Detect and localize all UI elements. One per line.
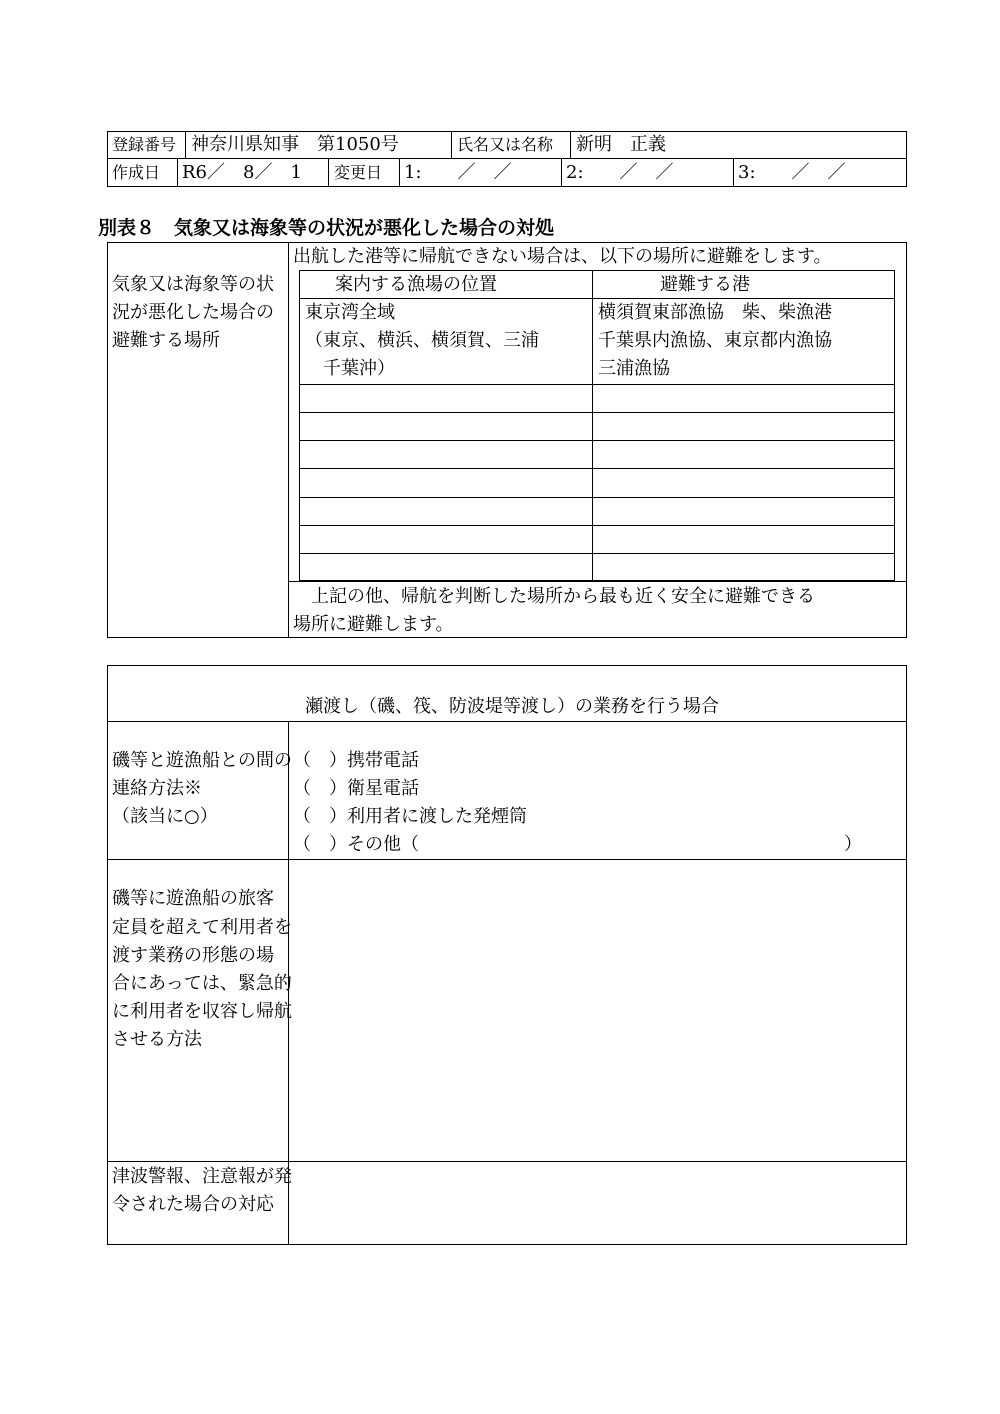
evac-port-cell: 横須賀東部漁協 柴、柴漁港 [598, 302, 832, 323]
option-satellite-phone[interactable]: （ ）衛星電話 [293, 778, 419, 799]
rescue-label-line: 定員を超えて利用者を [112, 917, 292, 938]
name-value: 新明 正義 [576, 134, 666, 155]
rescue-label-line: 磯等に遊漁船の旅客 [112, 888, 274, 909]
rescue-label-line: に利用者を収容し帰航 [112, 1001, 292, 1022]
evac-footer-line: 上記の他、帰航を判断した場所から最も近く安全に避難できる [293, 586, 815, 607]
option-mobile-phone[interactable]: （ ）携帯電話 [293, 750, 419, 771]
contact-label-line: （該当に○） [112, 806, 218, 827]
name-label: 氏名又は名称 [457, 135, 554, 154]
created-value: R6／ 8／ 1 [182, 162, 302, 183]
rescue-method-field[interactable] [289, 860, 906, 1160]
created-label: 作成日 [112, 163, 161, 182]
reg-no-value: 神奈川県知事 第1050号 [191, 134, 399, 155]
option-other[interactable]: （ ）その他（ [293, 834, 419, 855]
tsunami-response-field[interactable] [289, 1162, 906, 1244]
evac-left-label-line: 況が悪化した場合の [112, 302, 274, 323]
evac-footer-line: 場所に避難します。 [293, 614, 454, 635]
contact-label-line: 連絡方法※ [112, 778, 202, 799]
option-smoke-signal[interactable]: （ ）利用者に渡した発煙筒 [293, 806, 527, 827]
contact-label-line: 磯等と遊漁船との間の [112, 750, 292, 771]
evac-left-label-line: 避難する場所 [112, 330, 220, 351]
section-title: 別表８ 気象又は海象等の状況が悪化した場合の対処 [98, 217, 555, 239]
change-date-2: 2: ／ ／ [566, 162, 674, 183]
evac-left-label-line: 気象又は海象等の状 [112, 274, 274, 295]
rescue-label-line: 合にあっては、緊急的 [112, 973, 292, 994]
evac-intro: 出航した港等に帰航できない場合は、以下の場所に避難をします。 [293, 246, 832, 267]
change-date-3: 3: ／ ／ [738, 162, 846, 183]
rescue-label-line: 渡す業務の形態の場 [112, 945, 274, 966]
tsunami-label-line: 令された場合の対応 [112, 1194, 274, 1215]
reg-no-label: 登録番号 [112, 135, 177, 154]
evac-port-cell: 三浦漁協 [598, 358, 670, 379]
fishing-area-cell: 千葉沖） [305, 358, 395, 379]
change-date-1: 1: ／ ／ [404, 162, 512, 183]
fishing-area-cell: 東京湾全域 [305, 302, 395, 323]
option-other-close: ） [844, 834, 862, 855]
tsunami-label-line: 津波警報、注意報が発 [112, 1166, 292, 1187]
changed-label: 変更日 [334, 163, 383, 182]
evac-port-cell: 千葉県内漁協、東京都内漁協 [598, 330, 832, 351]
col-header-evac-port: 避難する港 [660, 274, 750, 295]
col-header-fishing-area: 案内する漁場の位置 [335, 274, 497, 295]
rescue-label-line: させる方法 [112, 1029, 202, 1050]
ferry-title: 瀬渡し（磯、筏、防波堤等渡し）の業務を行う場合 [305, 696, 719, 717]
fishing-area-cell: （東京、横浜、横須賀、三浦 [305, 330, 539, 351]
